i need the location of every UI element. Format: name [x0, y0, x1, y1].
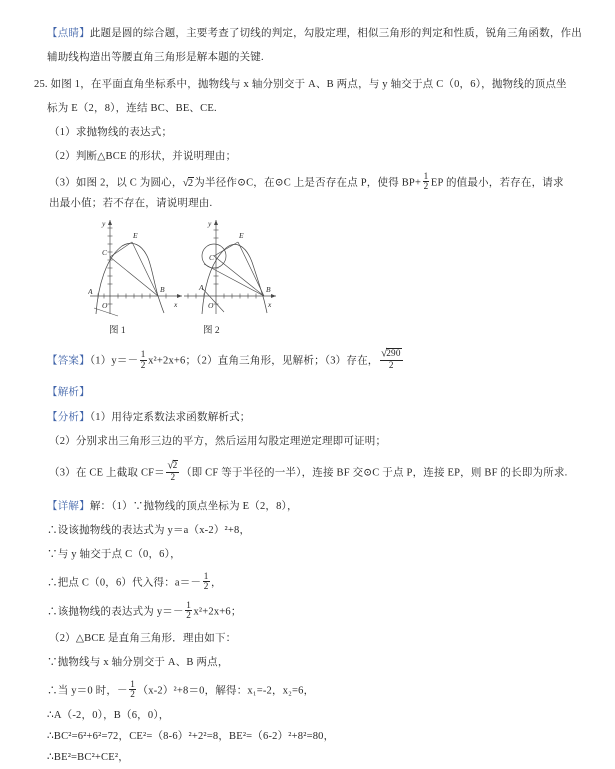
xiangjie-line-4 — [47, 572, 222, 592]
part-2-text: 判断△BCE 的形状，并说明理由； — [75, 151, 237, 162]
fenxi-line-2: （2）分别求出三角形三边的平方，然后运用勾股定理逆定理即可证明； — [49, 436, 387, 447]
dianjing-tag: 【点睛】 — [47, 28, 90, 39]
figure-1-caption: 图 1 — [109, 326, 126, 336]
figure-2-caption: 图 2 — [203, 326, 220, 336]
x-axis-label: x — [174, 300, 178, 309]
answer-p1-label: （1） — [89, 355, 112, 367]
fraction-denominator: 2 — [130, 689, 136, 700]
answer-tag: 【答案】 — [47, 355, 90, 367]
xiangjie-line-7: ∵抛物线与 x 轴分别交于 A、B 两点， — [47, 657, 229, 668]
xiangjie-line-6: （2）△BCE 是直角三角形．理由如下： — [49, 633, 237, 644]
sqrt-radicand-2: 2 — [172, 460, 178, 470]
answer-p1-tail: x²+2x+6； — [148, 355, 197, 367]
fenxi-line-3 — [49, 460, 567, 482]
fraction-one-half — [140, 350, 147, 370]
fraction-numerator: 1 — [140, 349, 146, 360]
dianjing-text-1: 此题是圆的综合题，主要考查了切线的判定，勾股定理，相似三角形的判定和性质，锐角三角函数，作出 — [89, 28, 583, 39]
y-axis-label: y — [208, 219, 212, 228]
chord-CE — [110, 242, 132, 257]
fenxi-p3-a: （3）在 CE 上截取 CF＝ — [49, 467, 165, 479]
question-part-2 — [49, 149, 236, 164]
point-label-O: O — [208, 301, 214, 310]
y-axis-arrow — [214, 220, 218, 225]
part-3-label: （3） — [49, 177, 76, 189]
fraction-one-half — [185, 601, 192, 621]
xiangjie-line-2: ∴设该抛物线的表达式为 y＝a（x-2）²+8， — [47, 525, 251, 536]
part-3-seg-c: EP 的值最小，若存在，请求 — [430, 177, 564, 189]
chord-EB — [132, 242, 158, 296]
answer-p3-lead: （3）存在， — [324, 355, 379, 367]
dianjing-line-2: 辅助线构造出等腰直角三角形是解本题的关键. — [47, 52, 264, 63]
xiangjie-tag: 【详解】 — [47, 501, 90, 512]
xiangjie-l4-a: ∴把点 C（0，6）代入得：a＝－ — [47, 577, 202, 589]
question-part-3-line-1 — [49, 172, 564, 192]
answer-p1-lead: y＝－ — [111, 355, 139, 367]
point-label-E: E — [239, 231, 244, 240]
figure-1-graph — [88, 216, 184, 320]
answer-p2: （2）直角三角形，见解析； — [196, 355, 325, 367]
fraction-denominator: 2 — [140, 359, 146, 370]
y-axis-arrow — [108, 220, 112, 225]
fraction-numerator: 1 — [203, 571, 209, 581]
chord-extra — [204, 264, 264, 296]
xiangjie-l8-b: （x-2）²+8＝0，解得：x₁=-2，x₂=6， — [137, 685, 315, 697]
fenxi-tag: 【分析】 — [47, 412, 90, 423]
fenxi-line-1 — [47, 410, 251, 425]
fraction-denominator: 2 — [380, 360, 403, 370]
figure-2-graph — [182, 216, 278, 320]
xiangjie-line-5 — [47, 601, 242, 621]
part-2-label: （2） — [49, 151, 76, 162]
sqrt-radicand-2: 2 — [187, 177, 194, 189]
part-3-seg-b: 为半径作⊙C，在⊙C 上是否存在点 P，使得 BP+ — [194, 177, 422, 189]
xiangjie-line-9: ∴A（-2，0），B（6，0）， — [47, 710, 170, 721]
xiangjie-l5-a: ∴该抛物线的表达式为 y＝－ — [47, 606, 184, 618]
sqrt-symbol: √ — [182, 177, 189, 190]
question-stem-text-1: 如图 1，在平面直角坐标系中，抛物线与 x 轴分别交于 A、B 两点，与 y 轴交于点 C（0，6），抛物线的顶点坐 — [50, 79, 567, 90]
chord-CB — [110, 257, 158, 296]
xiangjie-line-11: ∴BE²=BC²+CE²， — [47, 752, 129, 763]
answer-line — [47, 348, 404, 370]
xiangjie-line-10: ∴BC²=6²+6²=72，CE²=（8-6）²+2²=8，BE²=（6-2）²+8²=80， — [47, 731, 335, 742]
part-1-label: （1） — [49, 127, 76, 138]
fraction-denominator: 2 — [166, 472, 179, 482]
fraction-denominator: 2 — [203, 581, 209, 592]
x-axis-arrow — [271, 294, 276, 298]
fraction-numerator: 1 — [423, 171, 429, 181]
question-part-3-line-2: 出最小值；若不存在，请说明理由. — [49, 198, 213, 209]
fraction-numerator: √290 — [380, 347, 401, 360]
fraction-sqrt290-over-2 — [380, 348, 403, 370]
point-label-A: A — [199, 283, 204, 292]
jiexi-tag: 【解析】 — [47, 387, 90, 398]
xiangjie-line-1 — [47, 499, 298, 514]
x-axis-label: x — [268, 300, 272, 309]
point-label-C: C — [102, 248, 108, 257]
xiangjie-l8-a: ∴当 y＝0 时，－ — [47, 685, 128, 697]
y-axis-label: y — [102, 219, 106, 228]
xiangjie-line-3: ∵与 y 轴交于点 C（0，6）， — [47, 549, 181, 560]
point-label-O: O — [102, 301, 108, 310]
xiangjie-l4-b: ， — [211, 577, 222, 589]
fenxi-p1: （1）用待定系数法求函数解析式； — [89, 412, 251, 423]
point-label-C: C — [209, 253, 215, 262]
sqrt-radicand-290: 290 — [386, 348, 401, 358]
fraction-one-half — [423, 172, 430, 192]
fenxi-p3-b: （即 CF 等于半径的一半），连接 BF 交⊙C 于点 P，连接 EP，则 BF 的长即为所求. — [180, 467, 568, 479]
fraction-denominator: 2 — [423, 181, 429, 192]
point-label-B: B — [266, 285, 271, 294]
xiangjie-l1: 解：（1）∵抛物线的顶点坐标为 E（2，8）， — [89, 501, 298, 512]
question-stem-line-1 — [34, 77, 567, 92]
question-part-1 — [49, 125, 172, 140]
xiangjie-line-8 — [47, 680, 314, 700]
point-label-E: E — [133, 231, 138, 240]
fraction-numerator: 1 — [130, 679, 136, 689]
fraction-one-half — [203, 572, 210, 592]
question-number: 25. — [34, 79, 48, 90]
fraction-numerator: √2 — [167, 459, 178, 472]
part-1-text: 求抛物线的表达式； — [75, 127, 173, 138]
chord-EB — [238, 242, 264, 296]
fraction-sqrt2-over-2 — [166, 460, 179, 482]
xiangjie-l5-b: x²+2x+6； — [193, 606, 242, 618]
point-label-B: B — [160, 285, 165, 294]
dianjing-line-1 — [47, 26, 582, 41]
question-stem-line-2: 标为 E（2，8），连结 BC、BE、CE. — [47, 103, 217, 114]
point-label-A: A — [88, 287, 93, 296]
fraction-numerator: 1 — [186, 600, 191, 610]
part-3-seg-a: 如图 2，以 C 为圆心， — [75, 177, 183, 189]
fraction-one-half — [129, 680, 136, 700]
fraction-denominator: 2 — [186, 610, 191, 621]
